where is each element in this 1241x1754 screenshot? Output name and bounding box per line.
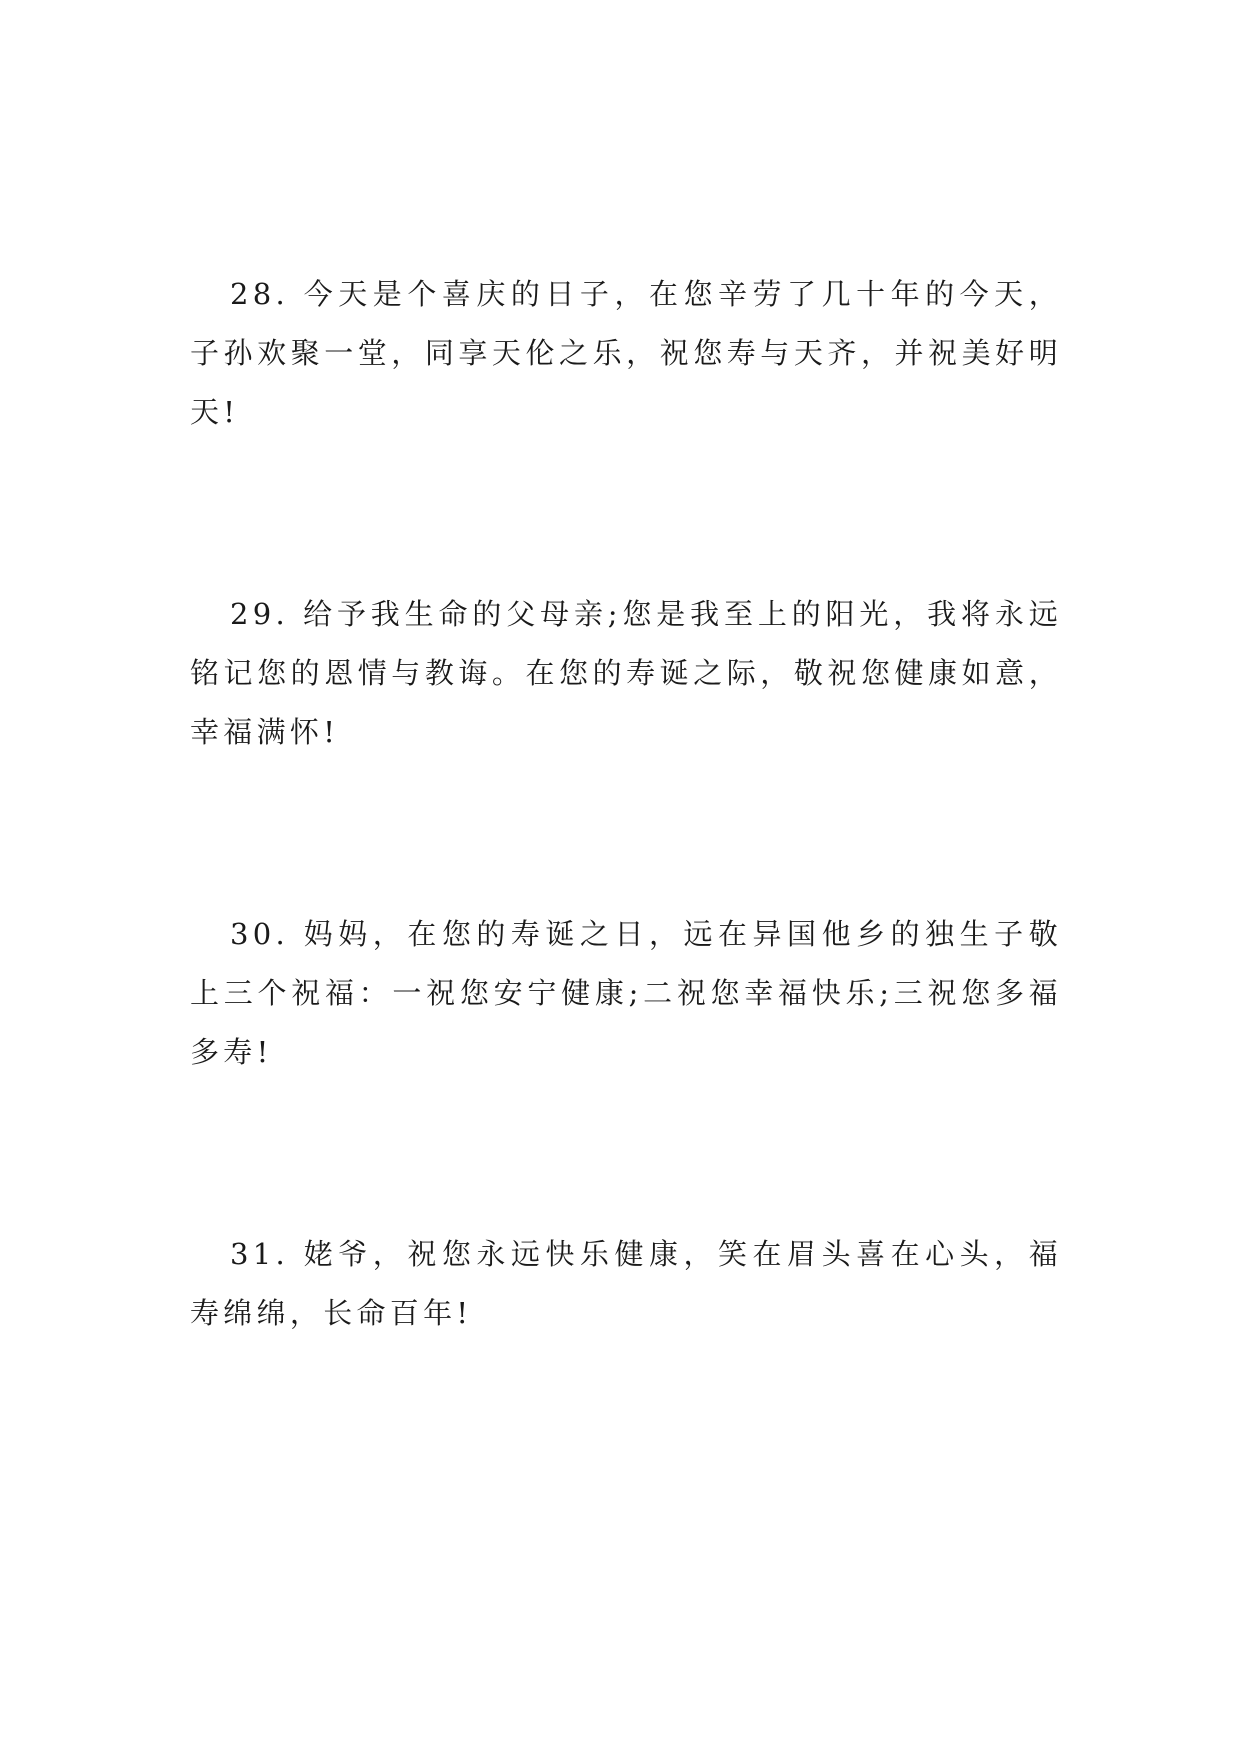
paragraph-29: 29. 给予我生命的父母亲;您是我至上的阳光，我将永远铭记您的恩情与教诲。在您的寿诞之际，敬祝您健康如意，幸福满怀! bbox=[190, 597, 1062, 749]
paragraph-30: 30. 妈妈，在您的寿诞之日，远在异国他乡的独生子敬上三个祝福：一祝您安宁健康;二祝您幸福快乐;三祝您多福多寿! bbox=[190, 917, 1062, 1069]
paragraph-28: 28. 今天是个喜庆的日子，在您辛劳了几十年的今天，子孙欢聚一堂，同享天伦之乐，祝您寿与天齐，并祝美好明天! bbox=[190, 277, 1062, 429]
paragraph-31: 31. 姥爷，祝您永远快乐健康，笑在眉头喜在心头，福寿绵绵，长命百年! bbox=[190, 1237, 1062, 1330]
document-body bbox=[190, 265, 1062, 1343]
